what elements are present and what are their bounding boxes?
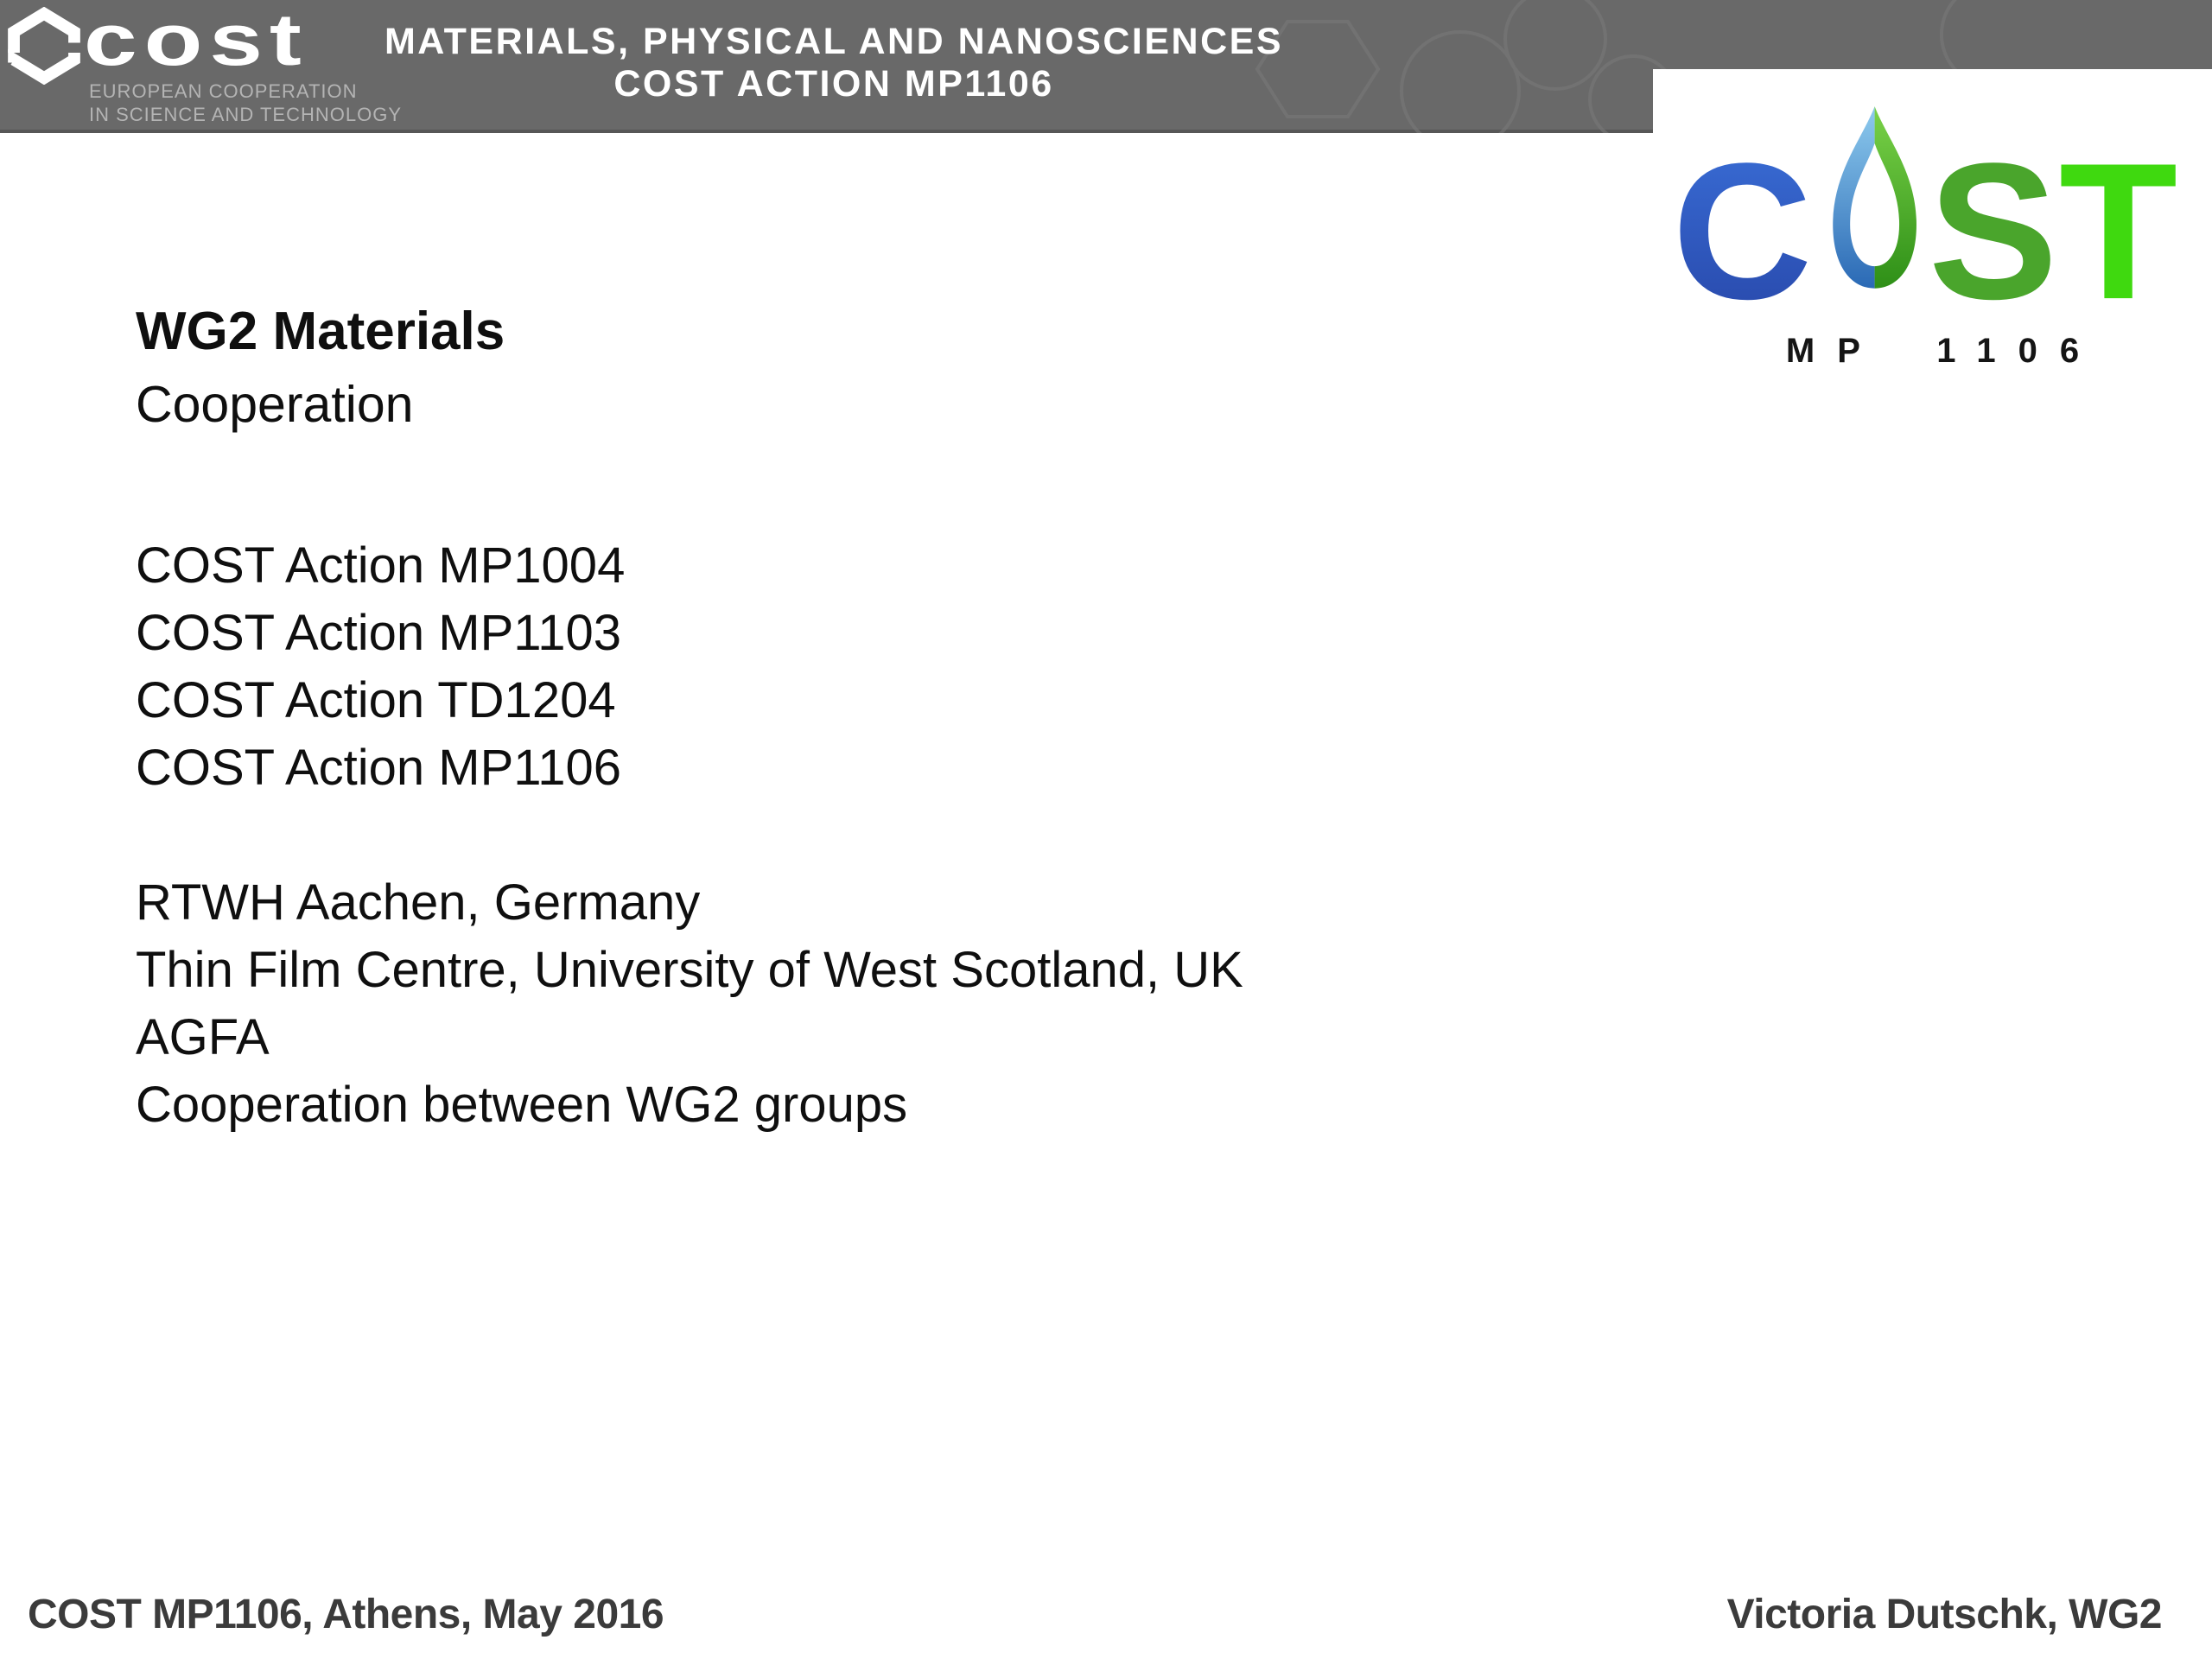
- cost-mp1106-logo-box: [1653, 69, 2212, 397]
- water-drop-o-glyph: [1833, 106, 1916, 289]
- slide-title: WG2 Materials: [136, 302, 505, 361]
- banner-title-line2: COST ACTION MP1106: [613, 63, 1054, 105]
- list-item: Thin Film Centre, University of West Scotland, UK: [136, 942, 1243, 998]
- slide-subtitle: Cooperation: [136, 376, 414, 433]
- cost-tagline-line1: EUROPEAN COOPERATION: [89, 80, 358, 102]
- logo-letter-t: T: [2058, 123, 2178, 337]
- cost-actions-list: [136, 532, 1243, 802]
- list-item: RTWH Aachen, Germany: [136, 874, 701, 931]
- logo-letter-s: S: [1928, 123, 2058, 337]
- footer-event-label: COST MP1106, Athens, May 2016: [28, 1592, 664, 1637]
- list-item: AGFA: [136, 1009, 270, 1065]
- partners-list: [136, 869, 1243, 1139]
- list-item: Cooperation between WG2 groups: [136, 1077, 908, 1133]
- list-item: COST Action MP1103: [136, 605, 622, 661]
- list-item: COST Action MP1106: [136, 740, 622, 796]
- list-item: COST Action MP1004: [136, 537, 626, 594]
- mp1106-label: MP 1106: [1785, 332, 2102, 370]
- list-item: COST Action TD1204: [136, 672, 616, 728]
- cost-hexagon-icon: [7, 7, 81, 85]
- banner-title-line1: MATERIALS, PHYSICAL AND NANOSCIENCES: [384, 21, 1284, 62]
- cost-mp1106-logo: [1663, 85, 2192, 337]
- cost-brand-wordmark: cost: [84, 0, 308, 80]
- circle-outline-decoration: [1505, 0, 1605, 89]
- footer-author-label: Victoria Dutschk, WG2: [1726, 1592, 2162, 1637]
- banner-title: [207, 21, 1460, 105]
- slide-body: [136, 296, 1243, 1139]
- cost-tagline-line2: IN SCIENCE AND TECHNOLOGY: [89, 104, 402, 125]
- logo-letter-c: C: [1672, 123, 1813, 337]
